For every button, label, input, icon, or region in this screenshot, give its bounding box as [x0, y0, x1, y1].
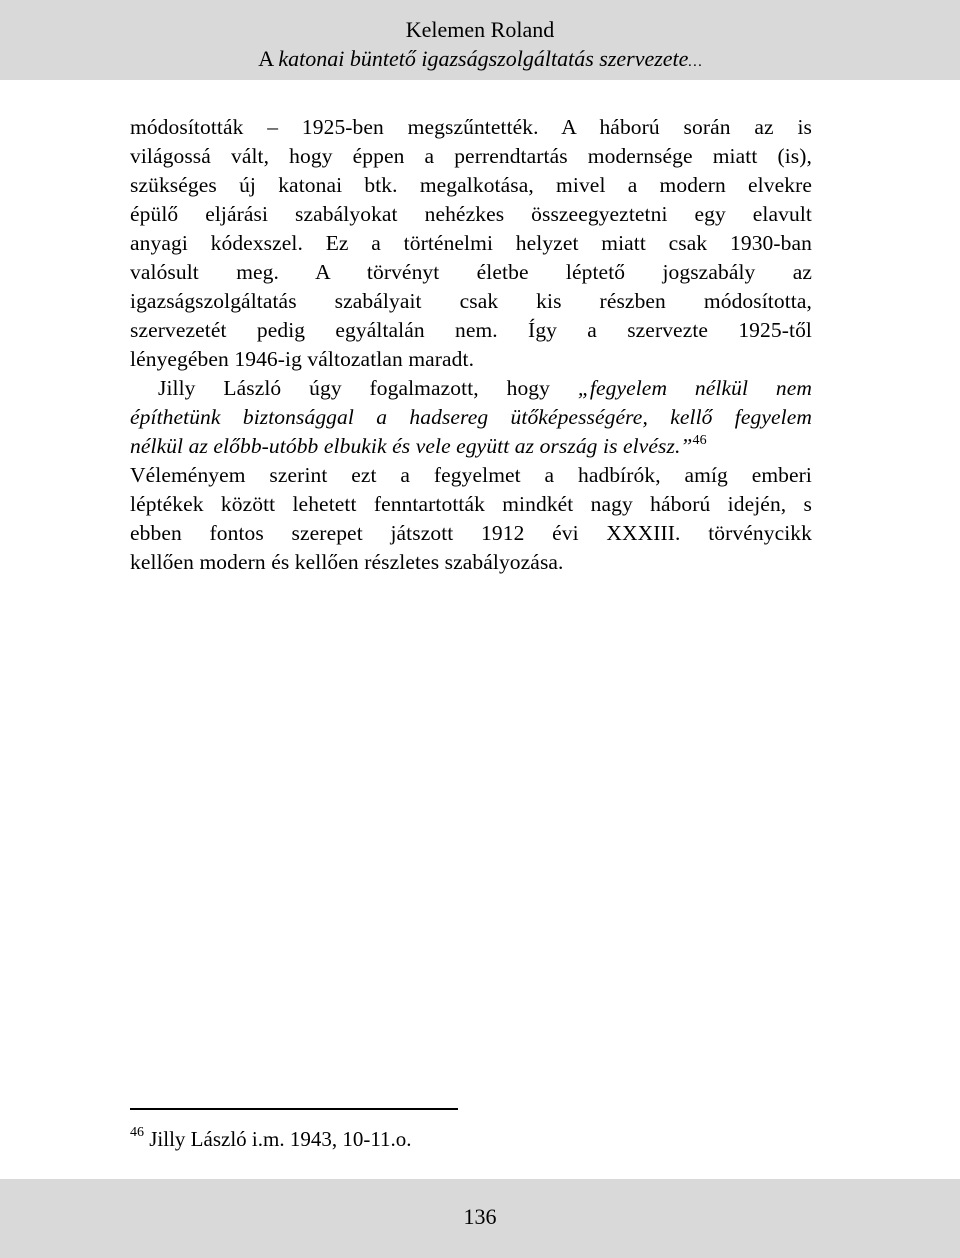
body-line: igazságszolgáltatás szabályait csak kis részben módosította,	[130, 289, 812, 313]
footnote-reference[interactable]: 46	[692, 433, 707, 448]
body-line: Véleményem szerint ezt a fegyelmet a hadbírók, amíg emberi	[130, 463, 812, 487]
footnote-number: 46	[130, 1125, 144, 1140]
body-line: léptékek között lehetett fenntartották mindkét nagy háború idején, s	[130, 492, 812, 516]
header-title-prefix: A	[258, 46, 279, 71]
body-line: kellően modern és kellően részletes szabályozása.	[130, 550, 564, 574]
body-line: épülő eljárási szabályokat nehézkes összeegyeztetni egy elavult	[130, 202, 812, 226]
quote-line	[130, 432, 812, 461]
footnote	[130, 1124, 412, 1154]
body-line: szervezetét pedig egyáltalán nem. Így a szervezte 1925-től	[130, 318, 812, 342]
quote-text-start: „fegyelem nélkül nem	[577, 376, 812, 400]
body-line: ebben fontos szerepet játszott 1912 évi XXXIII. törvénycikk	[130, 521, 812, 545]
header-title-ellipsis: …	[688, 54, 702, 70]
header-title-italic: katonai büntető igazságszolgáltatás szervezete	[278, 46, 689, 71]
quote-line	[130, 374, 812, 403]
footnote-text: Jilly László i.m. 1943, 10-11.o.	[144, 1127, 412, 1151]
header-author: Kelemen Roland	[405, 17, 555, 42]
quote-text-end: nélkül az előbb-utóbb elbukik és vele együtt az ország is elvész.”	[130, 434, 693, 458]
body-text	[130, 113, 812, 577]
page-number: 136	[463, 1204, 497, 1229]
body-line: módosították – 1925-ben megszűntették. A háború során az is	[130, 115, 812, 139]
header-title	[0, 45, 960, 76]
body-line: lényegében 1946-ig változatlan maradt.	[130, 347, 475, 371]
running-header	[0, 0, 960, 80]
page-footer	[0, 1179, 960, 1258]
quote-intro: Jilly László úgy fogalmazott, hogy	[158, 376, 578, 400]
body-line: anyagi kódexszel. Ez a történelmi helyzet miatt csak 1930-ban	[130, 231, 812, 255]
body-line: világossá vált, hogy éppen a perrendtartás modernsége miatt (is),	[130, 144, 812, 168]
body-line: valósult meg. A törvényt életbe léptető jogszabály az	[130, 260, 812, 284]
footnote-separator	[130, 1108, 458, 1110]
body-line: szükséges új katonai btk. megalkotása, mivel a modern elvekre	[130, 173, 812, 197]
quote-line: építhetünk biztonsággal a hadsereg ütőképességére, kellő fegyelem	[130, 405, 812, 429]
